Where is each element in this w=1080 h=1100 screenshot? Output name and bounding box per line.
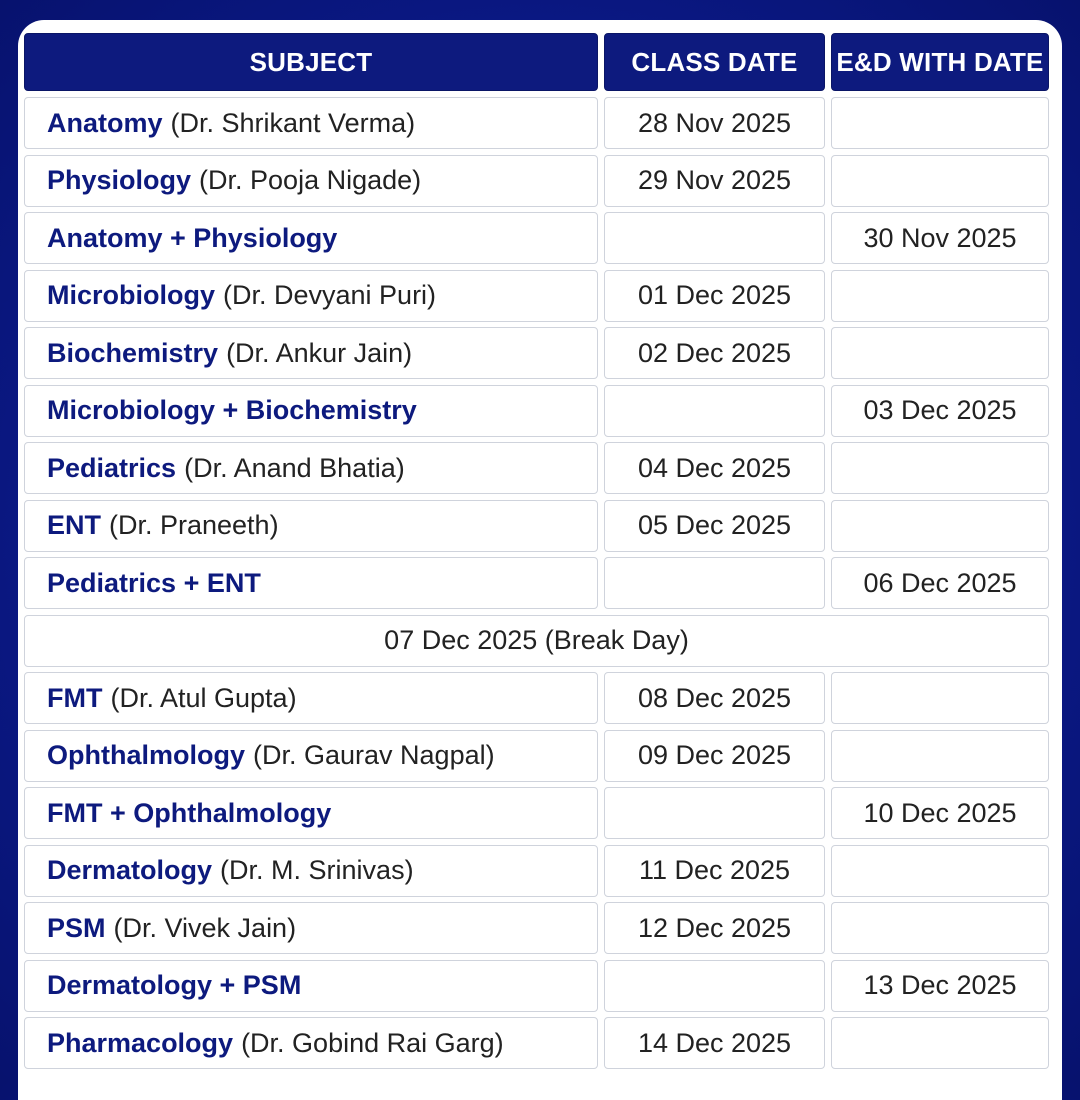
subject-name: ENT [47, 510, 101, 540]
ed-date-cell [831, 902, 1049, 954]
doctor-name: (Dr. Gobind Rai Garg) [241, 1027, 504, 1058]
subject-name: FMT + Ophthalmology [47, 797, 332, 828]
subject-cell [24, 270, 598, 322]
class-date-cell: 04 Dec 2025 [604, 442, 825, 494]
ed-date-cell [831, 327, 1049, 379]
subject-cell [24, 730, 598, 782]
class-date-cell: 28 Nov 2025 [604, 97, 825, 149]
doctor-name: (Dr. Shrikant Verma) [170, 107, 416, 138]
subject-name: Anatomy + Physiology [47, 222, 338, 253]
header-ed-date: E&D WITH DATE [831, 33, 1049, 91]
subject-name: PSM [47, 912, 106, 943]
subject-name: Dermatology [47, 855, 213, 885]
subject-cell [24, 327, 598, 379]
subject-cell [24, 557, 598, 609]
subject-name: Anatomy [47, 107, 163, 138]
subject-cell [24, 97, 598, 149]
class-date-cell [604, 385, 825, 437]
subject-cell [24, 960, 598, 1012]
subject-name: Pediatrics + ENT [47, 567, 261, 598]
subject-name: Microbiology + Biochemistry [47, 395, 417, 425]
doctor-name: (Dr. Vivek Jain) [113, 912, 297, 943]
doctor-name: (Dr. Anand Bhatia) [184, 452, 405, 483]
break-day-cell: 07 Dec 2025 (Break Day) [24, 615, 1049, 667]
ed-date-cell [831, 730, 1049, 782]
header-subject: SUBJECT [24, 33, 598, 91]
class-date-cell: 08 Dec 2025 [604, 672, 825, 724]
class-date-cell: 01 Dec 2025 [604, 270, 825, 322]
subject-cell [24, 500, 598, 552]
subject-name: Pediatrics [47, 452, 177, 483]
ed-date-cell [831, 442, 1049, 494]
class-date-cell: 02 Dec 2025 [604, 327, 825, 379]
ed-date-cell: 30 Nov 2025 [831, 212, 1049, 264]
subject-name: Microbiology [47, 280, 215, 310]
ed-date-cell [831, 845, 1049, 897]
subject-name: Dermatology + PSM [47, 970, 302, 1000]
subject-name: FMT [47, 682, 103, 713]
subject-cell [24, 155, 598, 207]
subject-cell [24, 1017, 598, 1069]
class-date-cell: 09 Dec 2025 [604, 730, 825, 782]
subject-cell [24, 787, 598, 839]
doctor-name: (Dr. M. Srinivas) [220, 855, 414, 885]
class-date-cell: 12 Dec 2025 [604, 902, 825, 954]
ed-date-cell [831, 270, 1049, 322]
subject-name: Ophthalmology [47, 740, 245, 770]
ed-date-cell [831, 500, 1049, 552]
class-date-cell [604, 212, 825, 264]
ed-date-cell [831, 97, 1049, 149]
subject-name: Biochemistry [47, 337, 219, 368]
header-class-date: CLASS DATE [604, 33, 825, 91]
subject-cell [24, 902, 598, 954]
class-date-cell: 05 Dec 2025 [604, 500, 825, 552]
subject-cell [24, 845, 598, 897]
subject-name: Physiology [47, 165, 192, 195]
doctor-name: (Dr. Praneeth) [109, 510, 279, 540]
subject-cell [24, 442, 598, 494]
doctor-name: (Dr. Devyani Puri) [223, 280, 437, 310]
doctor-name: (Dr. Gaurav Nagpal) [253, 740, 495, 770]
class-date-cell [604, 960, 825, 1012]
subject-cell [24, 672, 598, 724]
doctor-name: (Dr. Pooja Nigade) [199, 165, 422, 195]
doctor-name: (Dr. Atul Gupta) [110, 682, 297, 713]
ed-date-cell: 03 Dec 2025 [831, 385, 1049, 437]
class-date-cell [604, 557, 825, 609]
ed-date-cell: 06 Dec 2025 [831, 557, 1049, 609]
ed-date-cell: 13 Dec 2025 [831, 960, 1049, 1012]
doctor-name: (Dr. Ankur Jain) [226, 337, 413, 368]
subject-name: Pharmacology [47, 1027, 234, 1058]
subject-cell [24, 212, 598, 264]
class-date-cell: 14 Dec 2025 [604, 1017, 825, 1069]
subject-cell [24, 385, 598, 437]
ed-date-cell [831, 155, 1049, 207]
ed-date-cell: 10 Dec 2025 [831, 787, 1049, 839]
ed-date-cell [831, 672, 1049, 724]
class-date-cell: 29 Nov 2025 [604, 155, 825, 207]
class-date-cell: 11 Dec 2025 [604, 845, 825, 897]
class-date-cell [604, 787, 825, 839]
ed-date-cell [831, 1017, 1049, 1069]
